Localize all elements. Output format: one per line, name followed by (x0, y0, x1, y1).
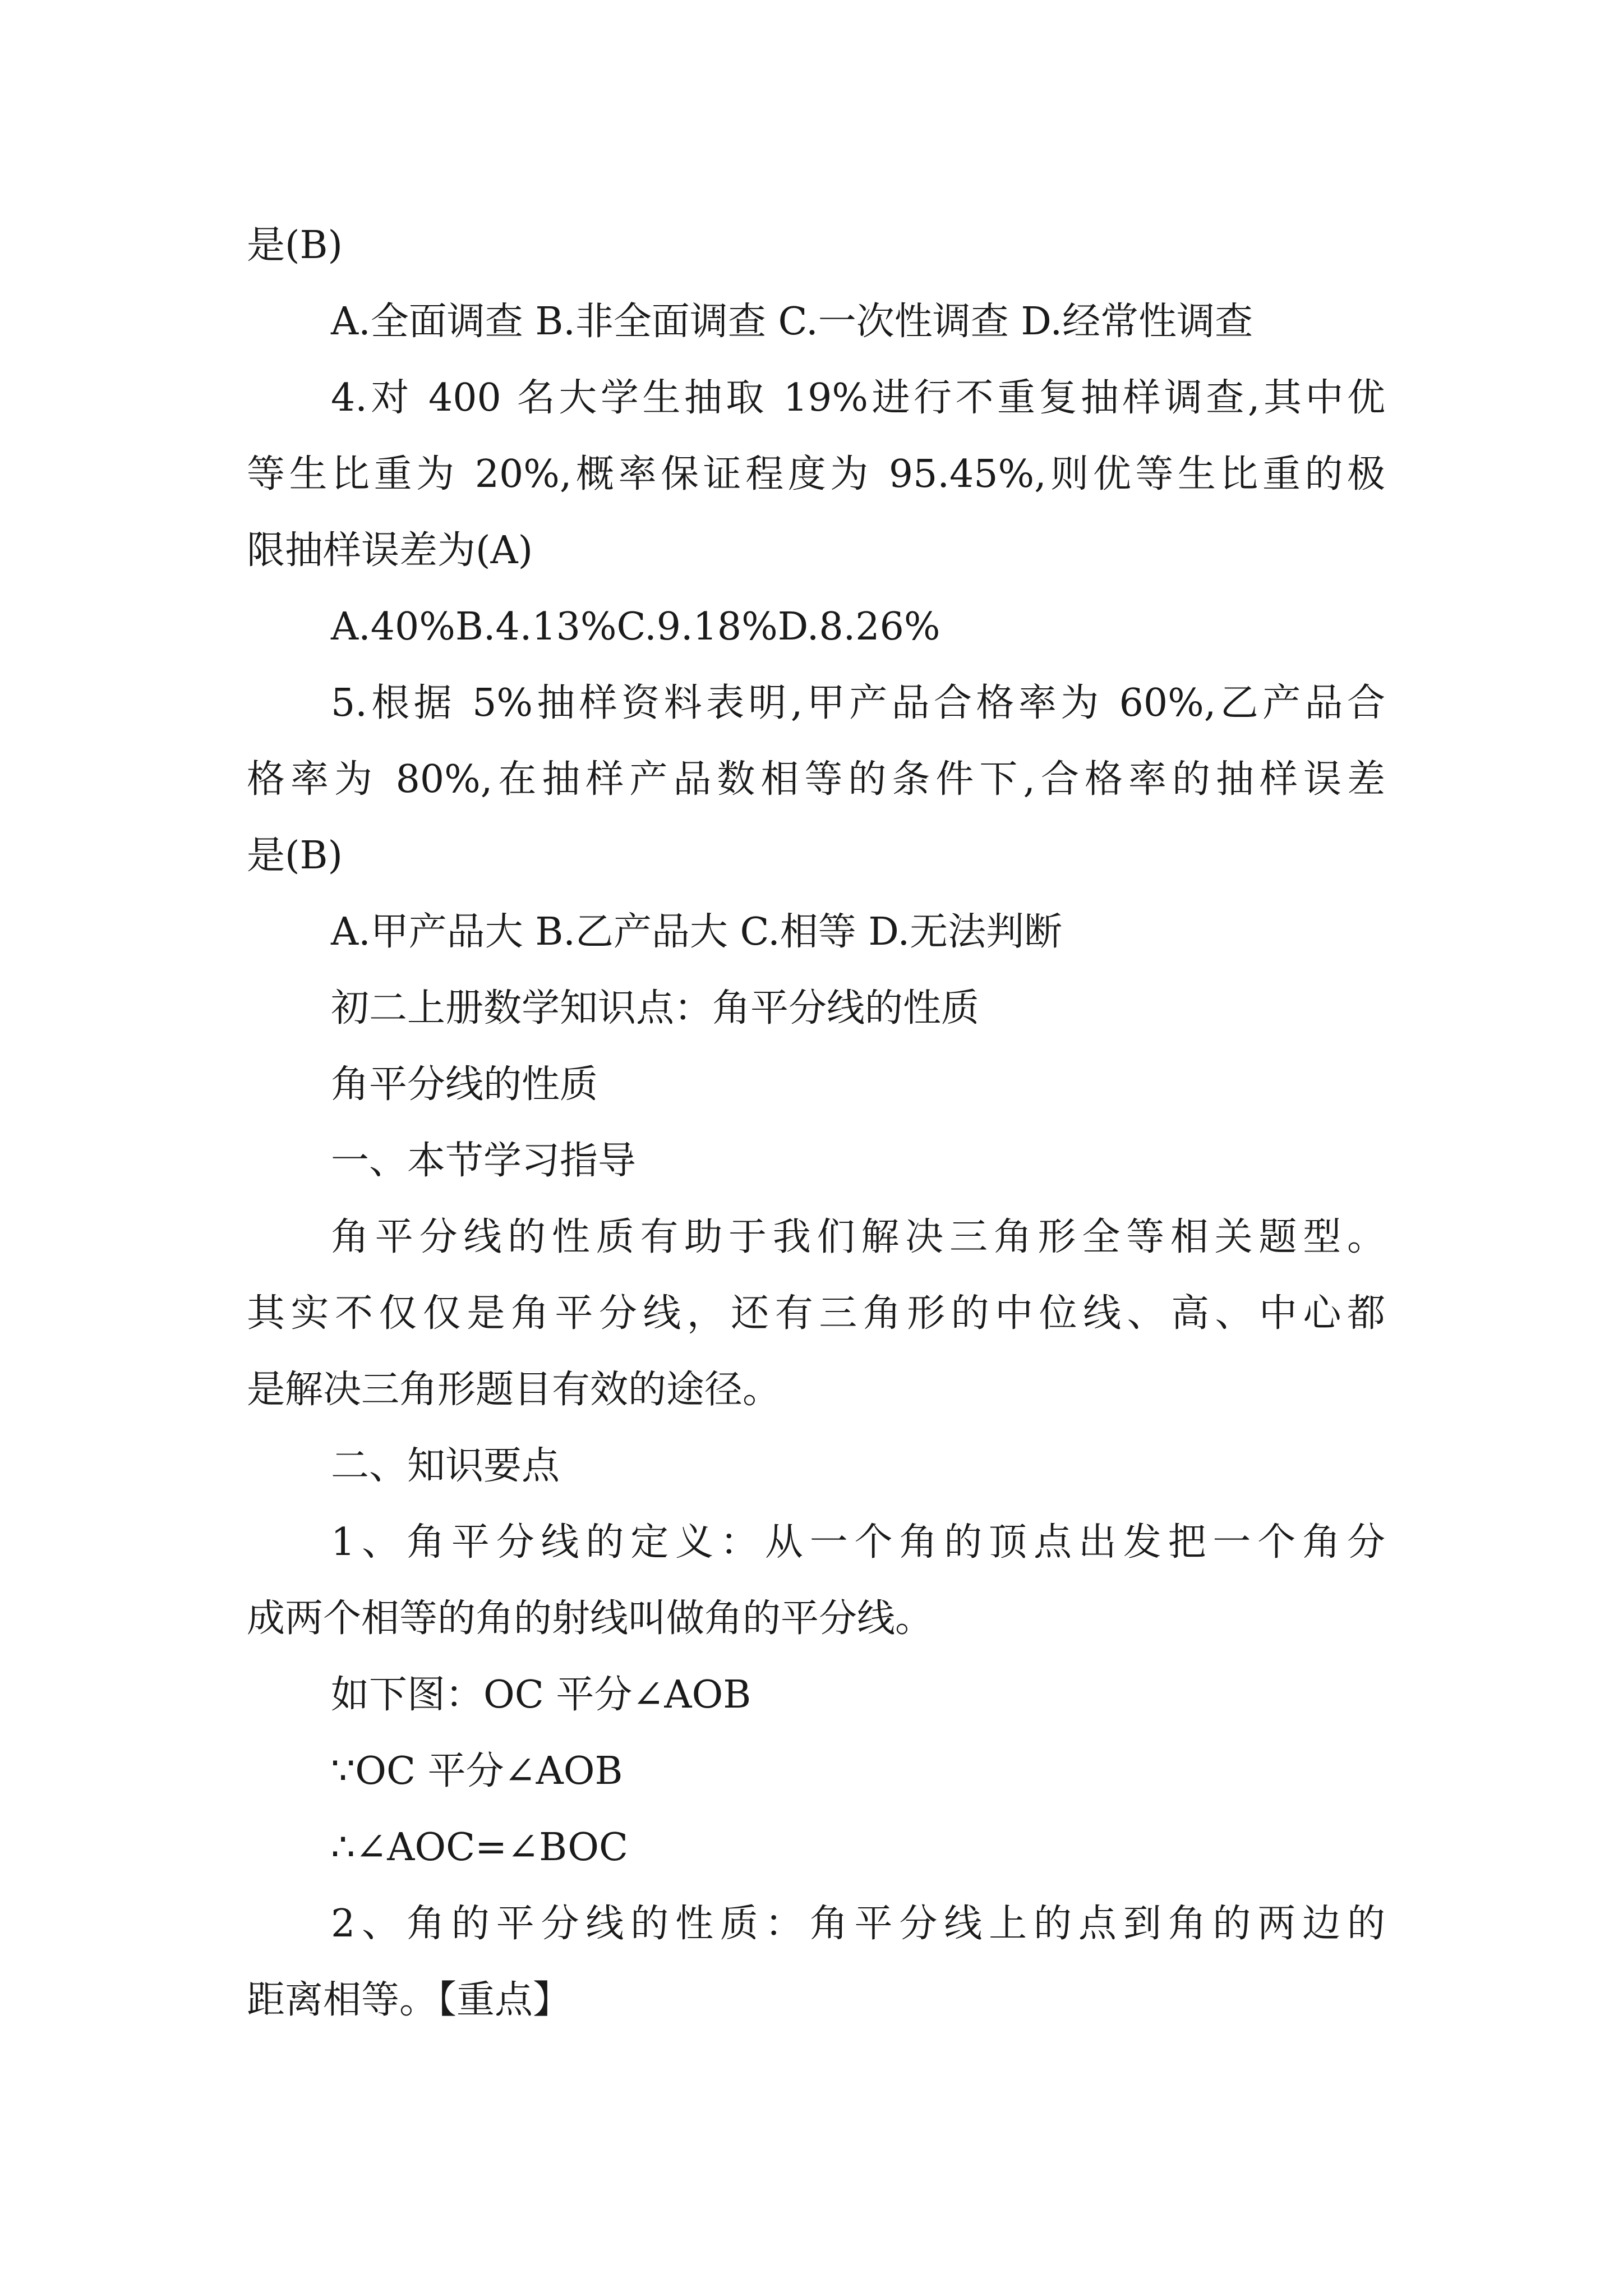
text-line: A.全面调查 B.非全面调查 C.一次性调查 D.经常性调查 (331, 300, 1253, 344)
section-heading: 初二上册数学知识点：角平分线的性质 (331, 986, 980, 1030)
text-line: 限抽样误差为(A) (247, 528, 533, 573)
text-line: 等生比重为 20%,概率保证程度为 95.45%,则优等生比重的极 (247, 452, 1385, 496)
text-line: 其实不仅仅是角平分线，还有三角形的中位线、高、中心都 (247, 1291, 1385, 1336)
text-line: 成两个相等的角的射线叫做角的平分线。 (247, 1596, 934, 1641)
text-line: ∴∠AOC=∠BOC (331, 1825, 629, 1870)
text-line: 1、角平分线的定义：从一个角的顶点出发把一个角分 (331, 1520, 1385, 1565)
text-line: 格率为 80%,在抽样产品数相等的条件下,合格率的抽样误差 (247, 757, 1385, 802)
text-line: 是(B) (247, 223, 343, 268)
text-line: 如下图：OC 平分∠AOB (331, 1673, 751, 1717)
text-line: 5.根据 5%抽样资料表明,甲产品合格率为 60%,乙产品合 (331, 681, 1385, 725)
text-line: A.甲产品大 B.乙产品大 C.相等 D.无法判断 (331, 910, 1063, 954)
document-body (247, 208, 1385, 2039)
text-line: A.40%B.4.13%C.9.18%D.8.26% (331, 605, 940, 649)
section-heading: 二、知识要点 (331, 1444, 560, 1488)
text-line: 2、角的平分线的性质：角平分线上的点到角的两边的 (331, 1902, 1385, 1946)
text-line: 是解决三角形题目有效的途径。 (247, 1368, 781, 1412)
text-line: 角平分线的性质有助于我们解决三角形全等相关题型。 (331, 1215, 1385, 1259)
text-line: 是(B) (247, 834, 343, 878)
text-line: ∵OC 平分∠AOB (331, 1749, 623, 1793)
section-heading: 角平分线的性质 (331, 1062, 598, 1107)
text-line: 4.对 400 名大学生抽取 19%进行不重复抽样调查,其中优 (331, 376, 1385, 420)
text-line: 距离相等。【重点】 (247, 1978, 571, 2022)
section-heading: 一、本节学习指导 (331, 1139, 637, 1183)
